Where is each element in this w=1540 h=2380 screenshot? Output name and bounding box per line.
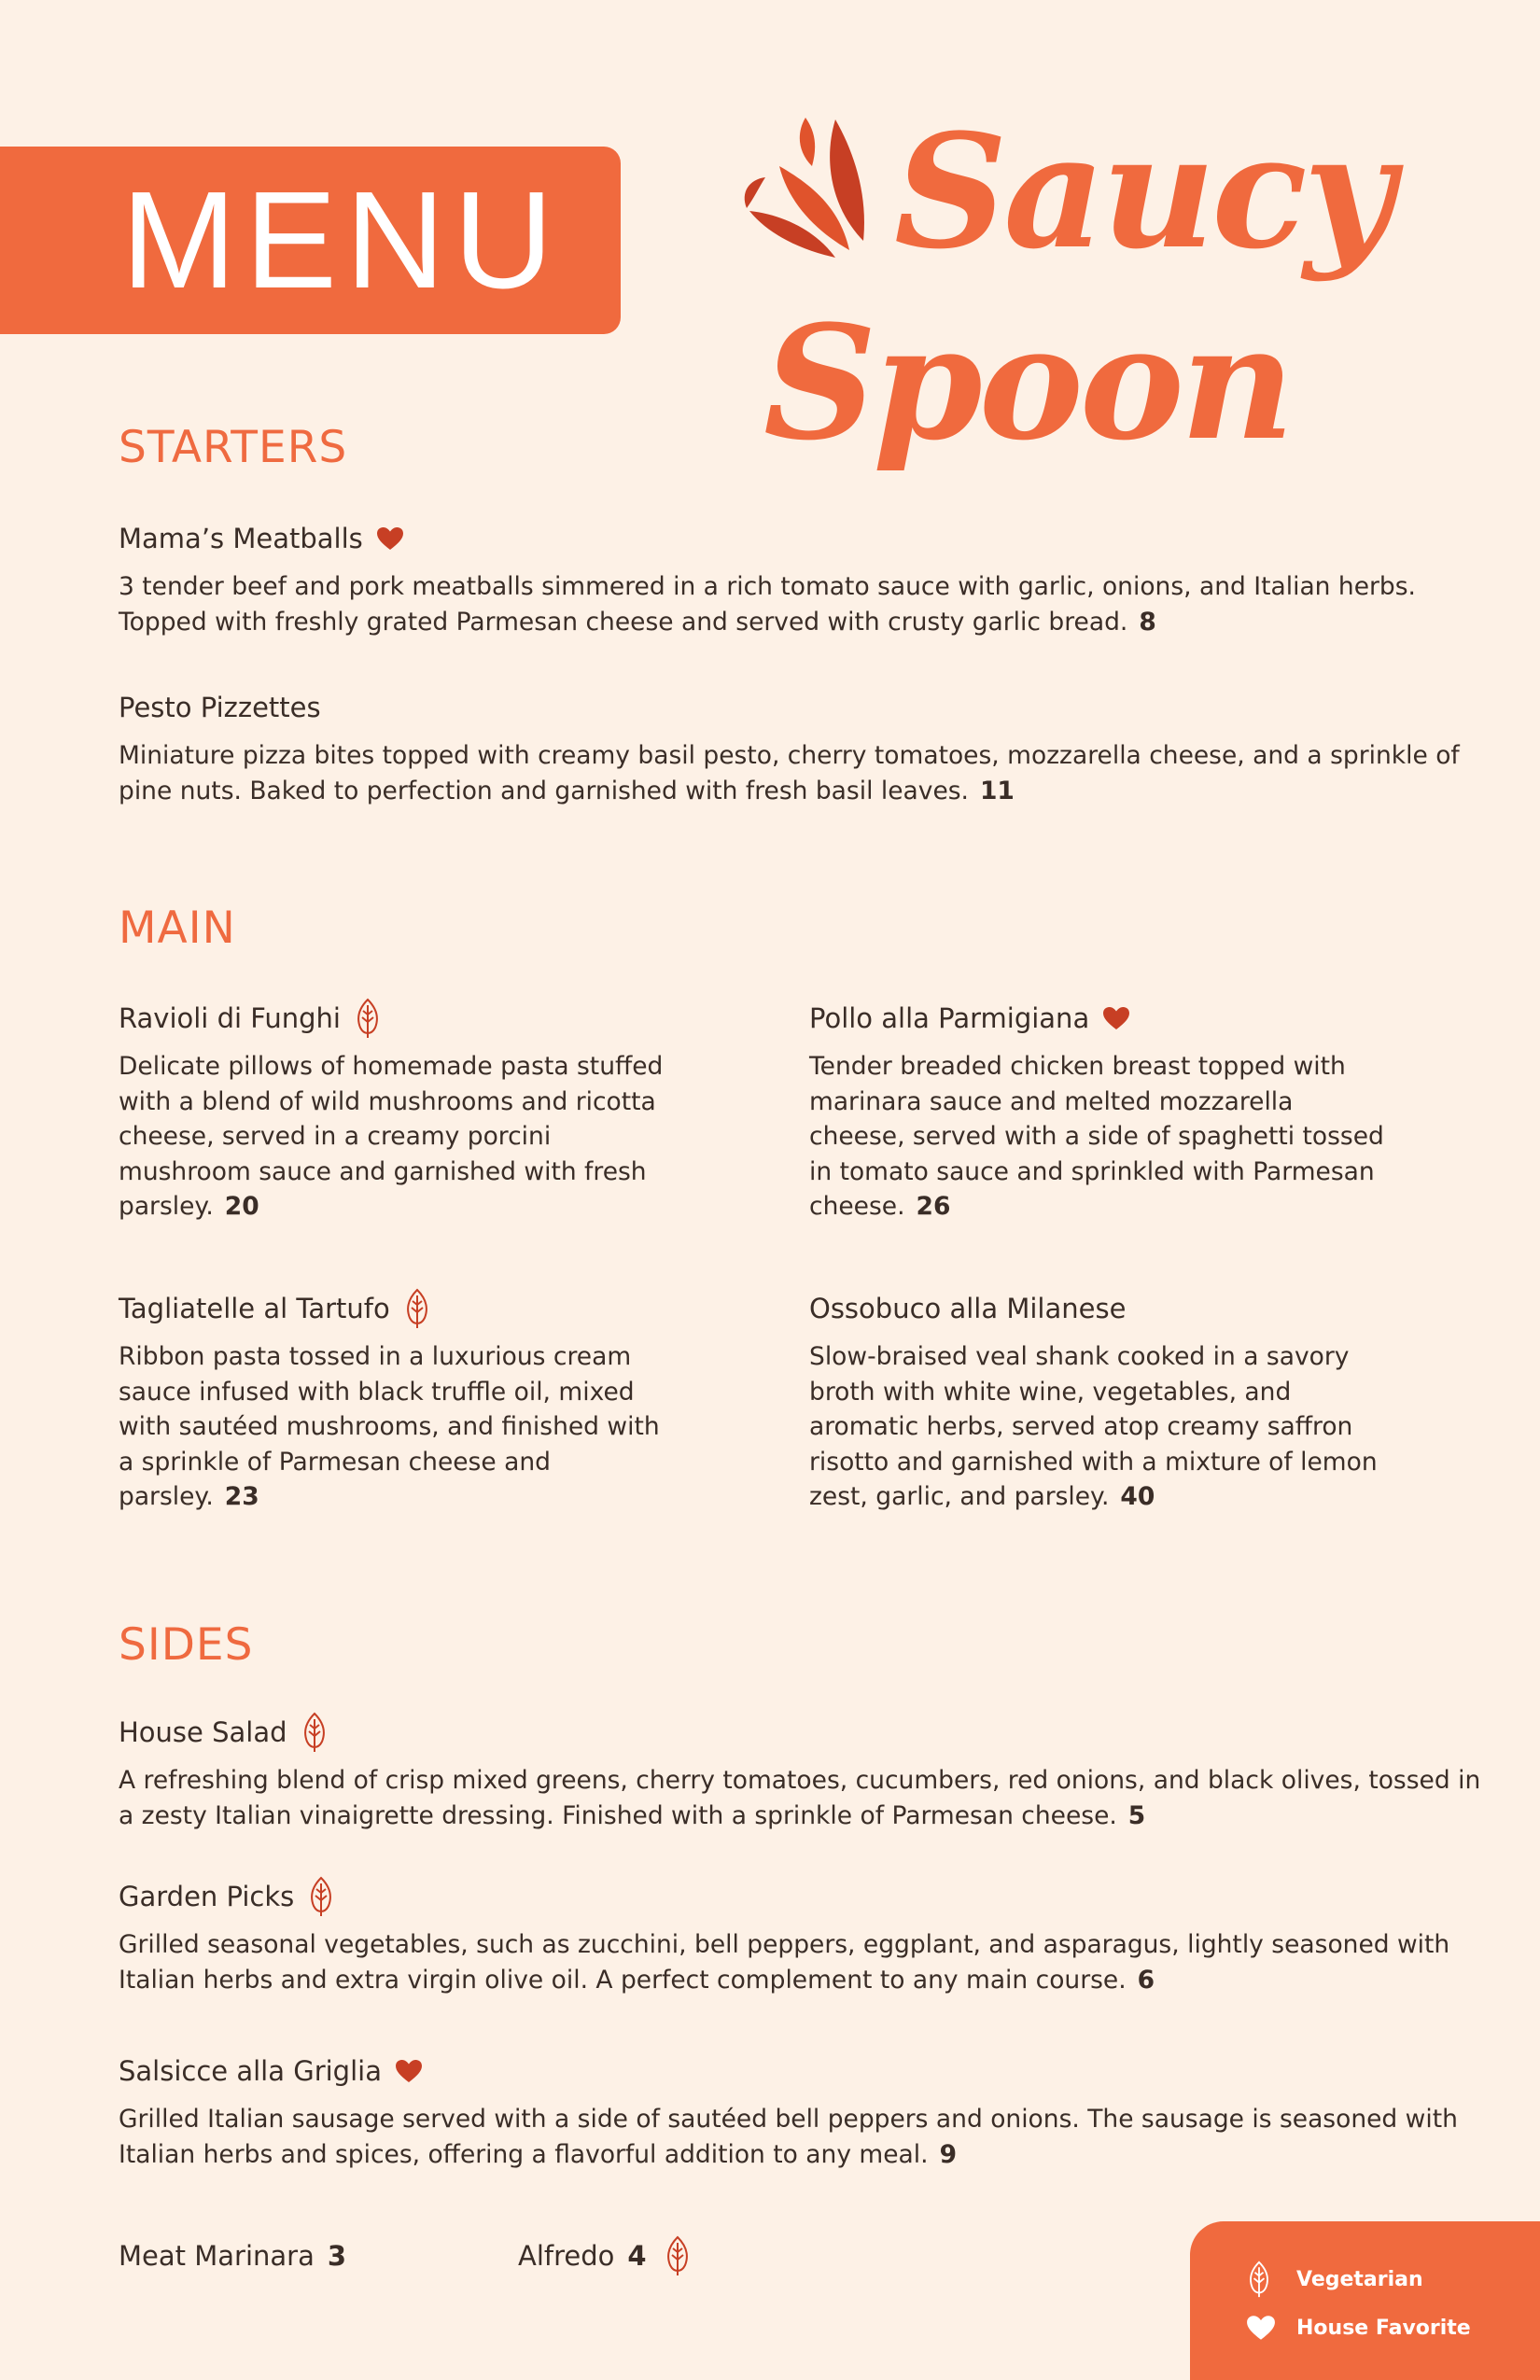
legend-label: House Favorite	[1296, 2316, 1471, 2340]
item-price: 8	[1139, 607, 1156, 637]
heart-icon	[1102, 1006, 1130, 1030]
item-description: Grilled seasonal vegetables, such as zucchini, bell peppers, eggplant, and asparagus, lightly seasoned with Italian herbs and extra virgin olive oil. A perfect complement to any main course. 6	[119, 1930, 1450, 1995]
item-price: 26	[916, 1192, 951, 1221]
legend-row-house-favorite	[1246, 2315, 1471, 2341]
extras-row	[119, 2235, 692, 2276]
leaf-icon	[354, 998, 382, 1039]
item-name: Pesto Pizzettes	[119, 692, 321, 723]
item-name: Pollo alla Parmigiana	[809, 1002, 1090, 1034]
brand-name-line1: Saucy	[894, 99, 1392, 284]
splash-logo-icon	[723, 101, 891, 259]
item-price: 23	[224, 1482, 259, 1511]
item-description: 3 tender beef and pork meatballs simmered in a rich tomato sauce with garlic, onions, and Italian herbs. Topped with freshly grated Parmesan cheese and served with crusty garlic bread. 8	[119, 572, 1416, 637]
extra-price: 3	[327, 2240, 347, 2272]
item-description: Tender breaded chicken breast topped with marinara sauce and melted mozzarella cheese, served with a side of spaghetti tossed in tomato sauce and sprinkled with Parmesan cheese. 26	[809, 1052, 1384, 1221]
item-price: 9	[939, 2139, 958, 2169]
item-name: Tagliatelle al Tartufo	[119, 1293, 390, 1324]
brand-name-line2: Spoon	[763, 290, 1292, 475]
item-description: Miniature pizza bites topped with creamy basil pesto, cherry tomatoes, mozzarella cheese, and a sprinkle of pine nuts. Baked to perfection and garnished with fresh basil leaves. 11	[119, 741, 1460, 805]
leaf-icon	[1246, 2261, 1272, 2298]
menu-item	[119, 1000, 669, 1225]
item-description: Ribbon pasta tossed in a luxurious cream sauce infused with black truffle oil, mixed with sautéed mushrooms, and finished with a sprinkle of Parmesan cheese and parsley. 23	[119, 1342, 660, 1511]
leaf-icon	[301, 1712, 329, 1753]
item-name: House Salad	[119, 1716, 287, 1748]
item-price: 5	[1127, 1800, 1146, 1830]
extra-item	[119, 2235, 518, 2276]
item-price: 40	[1120, 1482, 1155, 1511]
menu-item	[119, 1878, 1481, 1997]
leaf-icon	[403, 1288, 431, 1329]
item-price: 6	[1137, 1965, 1155, 1995]
menu-item	[119, 1714, 1481, 1833]
menu-item	[119, 520, 1463, 639]
section-title-starters: STARTERS	[119, 422, 348, 473]
menu-item	[119, 689, 1463, 808]
menu-item	[119, 2052, 1481, 2172]
leaf-icon	[307, 1876, 335, 1917]
item-price: 20	[224, 1192, 259, 1221]
menu-item	[119, 1290, 679, 1515]
extra-item	[518, 2235, 692, 2276]
item-description: Slow-braised veal shank cooked in a savory broth with white wine, vegetables, and aromatic herbs, served atop creamy saffron risotto and garnished with a mixture of lemon zest, garlic, and parsley. 40	[809, 1342, 1378, 1511]
menu-item	[809, 1290, 1407, 1515]
heart-icon	[1246, 2315, 1276, 2341]
item-name: Garden Picks	[119, 1881, 295, 1912]
item-price: 11	[979, 776, 1015, 805]
item-name: Ossobuco alla Milanese	[809, 1293, 1127, 1324]
item-name: Salsicce alla Griglia	[119, 2055, 382, 2087]
legend-label: Vegetarian	[1296, 2267, 1423, 2291]
extra-name: Alfredo	[518, 2240, 615, 2272]
item-description: Delicate pillows of homemade pasta stuffed with a blend of wild mushrooms and ricotta cheese, served in a creamy porcini mushroom sauce and garnished with fresh parsley. 20	[119, 1052, 664, 1221]
heart-icon	[376, 526, 404, 551]
leaf-icon	[664, 2235, 692, 2276]
legend-row-vegetarian	[1246, 2261, 1423, 2298]
item-description: Grilled Italian sausage served with a side of sautéed bell peppers and onions. The sausage is seasoned with Italian herbs and spices, offering a flavorful addition to any meal. 9	[119, 2105, 1458, 2169]
extra-name: Meat Marinara	[119, 2240, 315, 2272]
item-name: Ravioli di Funghi	[119, 1002, 341, 1034]
section-title-main: MAIN	[119, 903, 236, 954]
extra-price: 4	[627, 2240, 647, 2272]
item-description: A refreshing blend of crisp mixed greens, cherry tomatoes, cucumbers, red onions, and black olives, tossed in a zesty Italian vinaigrette dressing. Finished with a sprinkle of Parmesan cheese. 5	[119, 1766, 1481, 1830]
item-name: Mama’s Meatballs	[119, 523, 363, 554]
menu-title: MENU	[121, 163, 562, 317]
legend	[1190, 2221, 1540, 2380]
section-title-sides: SIDES	[119, 1619, 254, 1671]
heart-icon	[395, 2059, 423, 2083]
menu-item	[809, 1000, 1388, 1225]
